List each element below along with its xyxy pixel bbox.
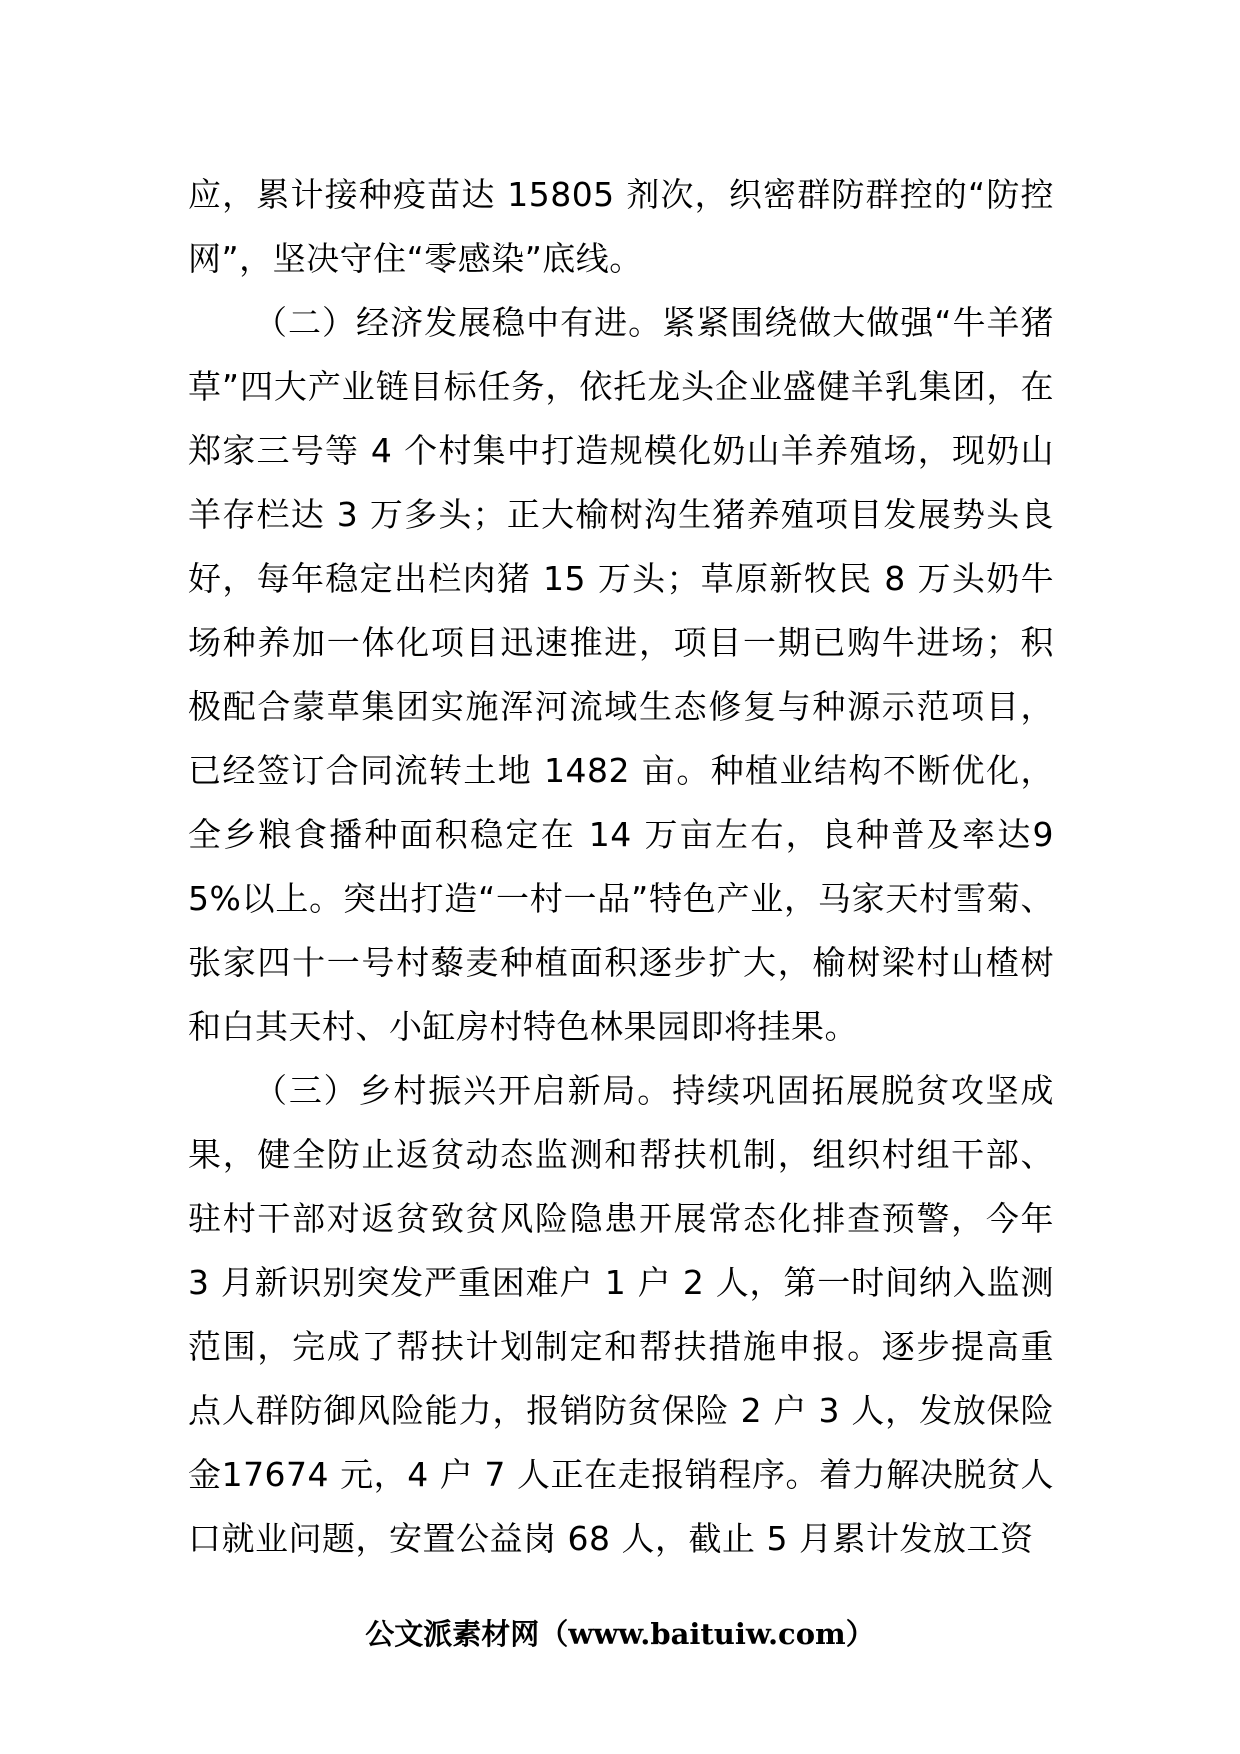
paragraph-economic-development: （二）经济发展稳中有进。紧紧围绕做大做强“牛羊猪草”四大产业链目标任务，依托龙头企业盛健羊乳集团，在郑家三号等 4 个村集中打造规模化奶山羊养殖场，现奶山羊存栏达 3 万多头；正大榆树沟生猪养殖项目发展势头良好，每年稳定出栏肉猪 15 万头；草原新牧民 8 万头奶牛场种养加一体化项目迅速推进，项目一期已购牛进场；积极配合蒙草集团实施浑河流域生态修复与种源示范项目，已经签订合同流转土地 1482 亩。种植业结构不断优化，全乡粮食播种面积稳定在 14 万亩左右，良种普及率达95%以上。突出打造“一村一品”特色产业，马家天村雪菊、张家四十一号村藜麦种植面积逐步扩大，榆树梁村山楂树和白其天村、小缸房村特色林果园即将挂果。 bbox=[188, 303, 1054, 1046]
document-body bbox=[188, 163, 1054, 1571]
paragraph-continuation: 应，累计接种疫苗达 15805 剂次，织密群防群控的“防控网”，坚决守住“零感染”底线。 bbox=[188, 175, 1054, 278]
paragraph-rural-revitalization: （三）乡村振兴开启新局。持续巩固拓展脱贫攻坚成果，健全防止返贫动态监测和帮扶机制，组织村组干部、驻村干部对返贫致贫风险隐患开展常态化排查预警，今年 3 月新识别突发严重困难户 1 户 2 人，第一时间纳入监测范围，完成了帮扶计划制定和帮扶措施申报。逐步提高重点人群防御风险能力，报销防贫保险 2 户 3 人，发放保险金17674 元，4 户 7 人正在走报销程序。着力解决脱贫人口就业问题，安置公益岗 68 人，截止 5 月累计发放工资 bbox=[188, 1071, 1054, 1558]
footer-watermark-text: 公文派素材网（www.baituiw.com） bbox=[365, 1617, 875, 1651]
